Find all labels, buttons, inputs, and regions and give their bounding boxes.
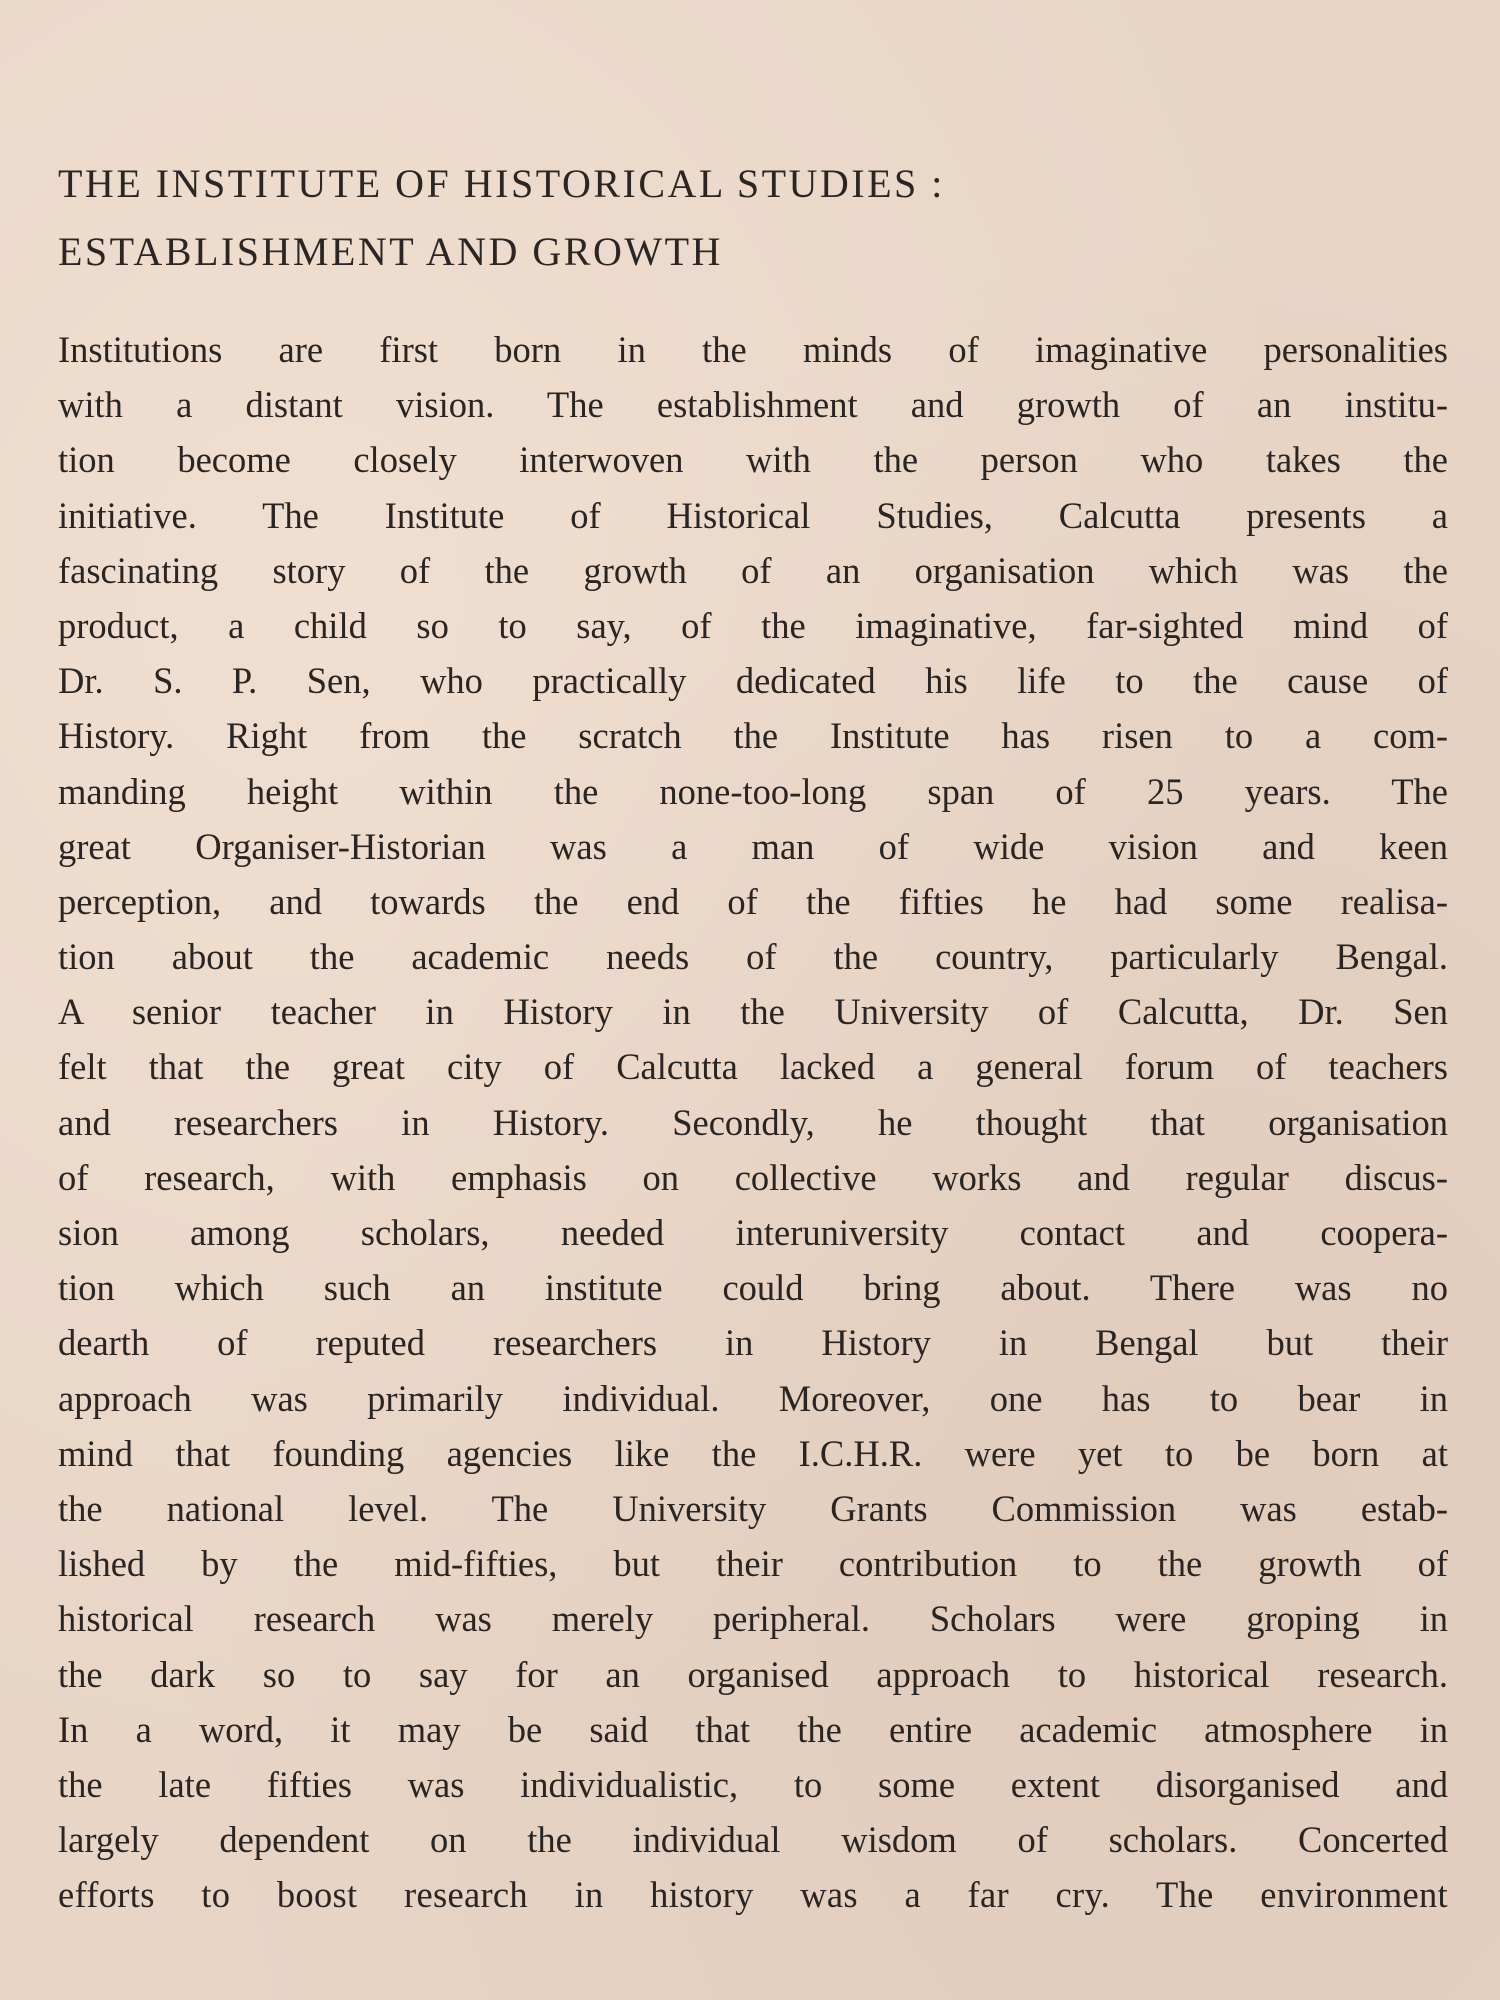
text-line: efforts to boost research in history was a far cry. The environment <box>58 1874 1448 1916</box>
text-line: lished by the mid-fifties, but their contribution to the growth of <box>58 1543 1448 1585</box>
text-line: the late fifties was individualistic, to some extent disorganised and <box>58 1763 1448 1805</box>
text-line: Dr. S. P. Sen, who practically dedicated his life to the cause of <box>58 660 1448 702</box>
article-title <box>58 150 1458 286</box>
text-line: with a distant vision. The establishment and growth of an institu- <box>58 384 1448 426</box>
text-line: sion among scholars, needed interuniversity contact and coopera- <box>58 1212 1448 1253</box>
text-line: the national level. The University Grants Commission was estab- <box>58 1487 1448 1529</box>
text-line: History. Right from the scratch the Institute has risen to a com- <box>58 715 1448 757</box>
text-line: felt that the great city of Calcutta lacked a general forum of teachers <box>58 1046 1448 1088</box>
text-line: initiative. The Institute of Historical Studies, Calcutta presents a <box>58 494 1448 536</box>
text-line: of research, with emphasis on collective works and regular discus- <box>58 1156 1448 1198</box>
text-line: Institutions are first born in the minds of imaginative personalities <box>58 329 1448 370</box>
text-line: approach was primarily individual. Moreover, one has to bear in <box>58 1377 1448 1419</box>
text-line: historical research was merely peripheral. Scholars were groping in <box>58 1598 1448 1640</box>
text-line: mind that founding agencies like the I.C.H.R. were yet to be born at <box>58 1432 1448 1474</box>
text-line: In a word, it may be said that the entire academic atmosphere in <box>58 1708 1448 1750</box>
body-paragraph <box>58 322 1448 1922</box>
text-line: great Organiser-Historian was a man of wide vision and keen <box>58 825 1448 867</box>
title-line-1: THE INSTITUTE OF HISTORICAL STUDIES : <box>58 161 945 206</box>
text-line: largely dependent on the individual wisdom of scholars. Concerted <box>58 1819 1448 1861</box>
text-line: manding height within the none-too-long span of 25 years. The <box>58 770 1448 812</box>
text-line: tion which such an institute could bring about. There was no <box>58 1267 1448 1309</box>
text-line: dearth of reputed researchers in History in Bengal but their <box>58 1322 1448 1364</box>
text-line: and researchers in History. Secondly, he thought that organisation <box>58 1101 1448 1143</box>
text-line: A senior teacher in History in the University of Calcutta, Dr. Sen <box>58 991 1448 1033</box>
text-line: tion become closely interwoven with the person who takes the <box>58 439 1448 481</box>
title-line-2: ESTABLISHMENT AND GROWTH <box>58 229 723 274</box>
text-line: perception, and towards the end of the fifties he had some realisa- <box>58 880 1448 922</box>
text-line: tion about the academic needs of the country, particularly Bengal. <box>58 936 1448 978</box>
text-line: product, a child so to say, of the imaginative, far-sighted mind of <box>58 604 1448 646</box>
text-line: fascinating story of the growth of an organisation which was the <box>58 549 1448 591</box>
text-line: the dark so to say for an organised approach to historical research. <box>58 1653 1448 1695</box>
